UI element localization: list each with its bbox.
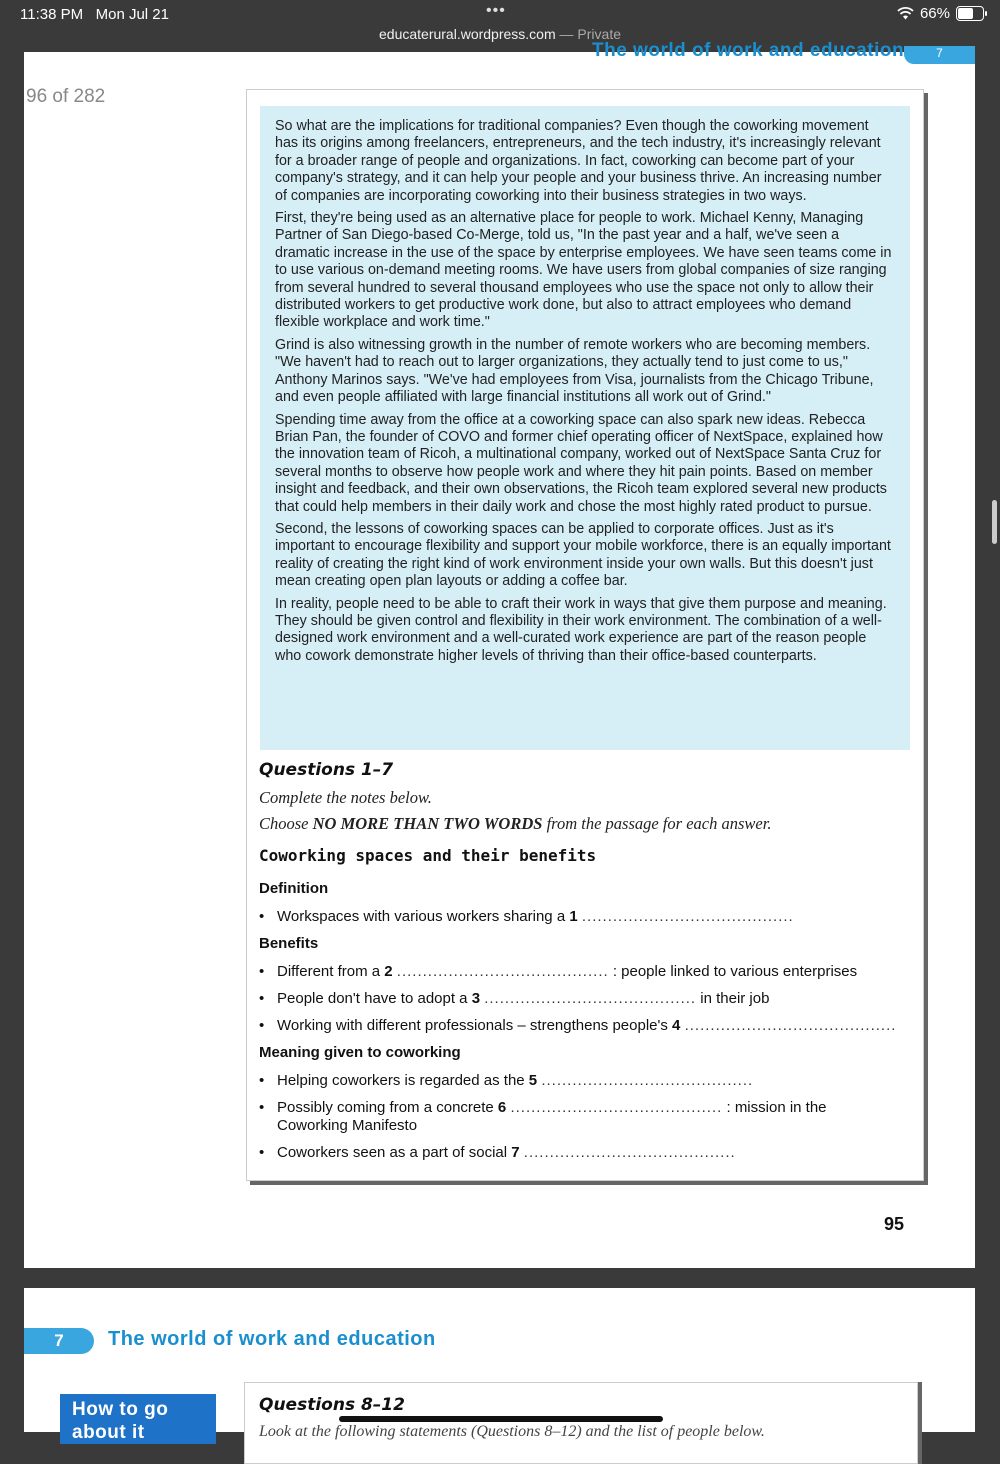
question-number: 2: [384, 963, 393, 980]
how-to-box: How to go about it: [60, 1394, 216, 1444]
book-page: [24, 40, 975, 1268]
note-text: Different from a: [277, 963, 385, 980]
battery-icon: [956, 6, 984, 21]
battery-fill: [958, 8, 973, 19]
questions-heading: Questions 8–12: [259, 1395, 405, 1415]
page-number: 95: [884, 1214, 905, 1234]
section-heading-benefits: Benefits: [259, 935, 319, 952]
question-number: 6: [497, 1099, 507, 1116]
next-book-page: [24, 1288, 975, 1443]
questions-instruction: Look at the following statements (Questions 8–12) and the list of people below.: [259, 1423, 765, 1440]
answer-blank: .........................................: [484, 990, 697, 1007]
answer-blank: .........................................: [523, 1144, 736, 1161]
note-item-q4: [259, 1017, 909, 1035]
note-item-q7: [259, 1144, 909, 1162]
note-item-q2: [259, 963, 909, 981]
note-text: Helping coworkers is regarded as the: [277, 1072, 529, 1089]
note-item-q6: [259, 1099, 909, 1135]
multitasking-dots-icon[interactable]: •••: [486, 2, 506, 19]
questions-frame: [244, 1382, 918, 1464]
note-item-q5: [259, 1072, 909, 1090]
instruction-emphasis: NO MORE THAN TWO WORDS: [312, 814, 543, 833]
instruction-choose: [259, 814, 771, 834]
questions-heading: Questions 1–7: [259, 760, 394, 780]
passage-paragraph: Second, the lessons of coworking spaces can be applied to corporate offices. Just as it's important to encourage flexibility and support your mobile workforce, there is an equally important reality of creating the right kind of work environment inside your own walls. But this doesn't just mean creating open plan layouts or adding a coffee bar.: [275, 520, 891, 590]
reading-passage: [260, 106, 910, 750]
chapter-tab: 7: [904, 46, 975, 64]
status-right: [897, 5, 984, 22]
answer-blank: .........................................: [541, 1072, 754, 1089]
note-text: Workspaces with various workers sharing a: [277, 908, 570, 925]
section-heading-meaning: Meaning given to coworking: [259, 1044, 461, 1061]
wifi-icon: [897, 7, 914, 20]
question-number: 1: [569, 908, 578, 925]
note-item-q1: [259, 908, 909, 926]
scroll-indicator[interactable]: [992, 500, 997, 544]
question-number: 4: [672, 1017, 681, 1034]
instruction-complete: Complete the notes below.: [259, 788, 432, 807]
note-text: in their job: [696, 990, 770, 1007]
note-item-q3: [259, 990, 909, 1008]
chapter-title: The world of work and education: [108, 1328, 436, 1350]
note-text: Coworkers seen as a part of social: [277, 1144, 512, 1161]
question-number: 5: [528, 1072, 538, 1089]
content-frame: [246, 89, 924, 1181]
answer-blank: .........................................: [510, 1099, 723, 1116]
passage-paragraph: First, they're being used as an alternative place for people to work. Michael Kenny, Managing Partner of San Diego-based Co-Merge, told us, "In the past year and a half, we've seen a dramatic increase in the use of the space by enterprise employees. We have seen teams come in to use various on-demand meeting rooms. We have users from global companies of size ranging from several hundred to several thousand employees who use the space not only to allow their distributed workers to get productive work done, but also to attract employees who demand flexible workplace and work time.": [275, 210, 892, 331]
home-indicator[interactable]: [339, 1416, 663, 1422]
note-text: People don't have to adopt a: [277, 990, 472, 1007]
answer-blank: .........................................: [684, 1017, 897, 1034]
battery-percent: 66%: [919, 5, 950, 22]
answer-blank: .........................................: [581, 908, 794, 925]
question-number: 3: [471, 990, 481, 1007]
passage-paragraph: So what are the implications for traditional companies? Even though the coworking movement has its origins among freelancers, entrepreneurs, and the tech industry, it's increasingly relevant for a broader range of people and organizations. In fact, coworking can become part of your company's strategy, and it can help your people and your business thrive. An increasing number of companies are incorporating coworking into their business strategies in two ways.: [275, 118, 882, 204]
note-text: : mission in the: [722, 1099, 827, 1116]
note-text: : people linked to various enterprises: [608, 963, 858, 980]
status-time: 11:38 PM: [20, 6, 84, 23]
page-counter: 96 of 282: [26, 86, 106, 107]
notes-title: Coworking spaces and their benefits: [259, 846, 597, 865]
instruction-text: from the passage for each answer.: [542, 814, 772, 833]
passage-text: [275, 118, 895, 670]
url-text: educaterural.wordpress.com: [379, 26, 556, 42]
section-heading-definition: Definition: [259, 880, 329, 897]
instruction-text: Choose: [259, 814, 313, 833]
status-time-date: [20, 6, 169, 23]
answer-blank: .........................................: [396, 963, 609, 980]
note-text: Coworking Manifesto: [277, 1117, 418, 1134]
private-label: — Private: [559, 26, 621, 42]
status-date: Mon Jul 21: [95, 6, 169, 23]
note-text: Possibly coming from a concrete: [277, 1099, 498, 1116]
chapter-number-tab: 7: [24, 1328, 94, 1354]
passage-paragraph: In reality, people need to be able to craft their work in ways that give them purpose and meaning. They should be given control and flexibility in their work environment. The combination of a well-designed work environment and a well-curated work experience are part of the reason people who cowork demonstrate higher levels of thriving than their office-based counterparts.: [275, 595, 887, 664]
passage-paragraph: Grind is also witnessing growth in the number of remote workers who are becoming members. "We haven't had to reach out to larger organizations, they actually tend to just come to us," Anthony Marinos says. "We've had employees from Visa, journalists from the Chicago Tribune, and even people affiliated with large financial institutions all work out of Grind.": [275, 336, 874, 406]
question-number: 7: [511, 1144, 520, 1161]
notes: [259, 880, 909, 1171]
note-text: Working with different professionals – strengthens people's: [277, 1017, 673, 1034]
running-head: The world of work and education: [592, 40, 905, 61]
passage-paragraph: Spending time away from the office at a coworking space can also spark new ideas. Rebecca Brian Pan, the founder of COVO and former chief operating officer of NextSpace, explained how the innovation team of Ricoh, a multinational company, worked out of NextSpace Santa Cruz for several months to observe how people work and where they hit pain points. Based on member insight and feedback, and their own observations, the Ricoh team explored several new products that could help members in their daily work and chose the most highly rated product to pursue.: [275, 411, 887, 515]
